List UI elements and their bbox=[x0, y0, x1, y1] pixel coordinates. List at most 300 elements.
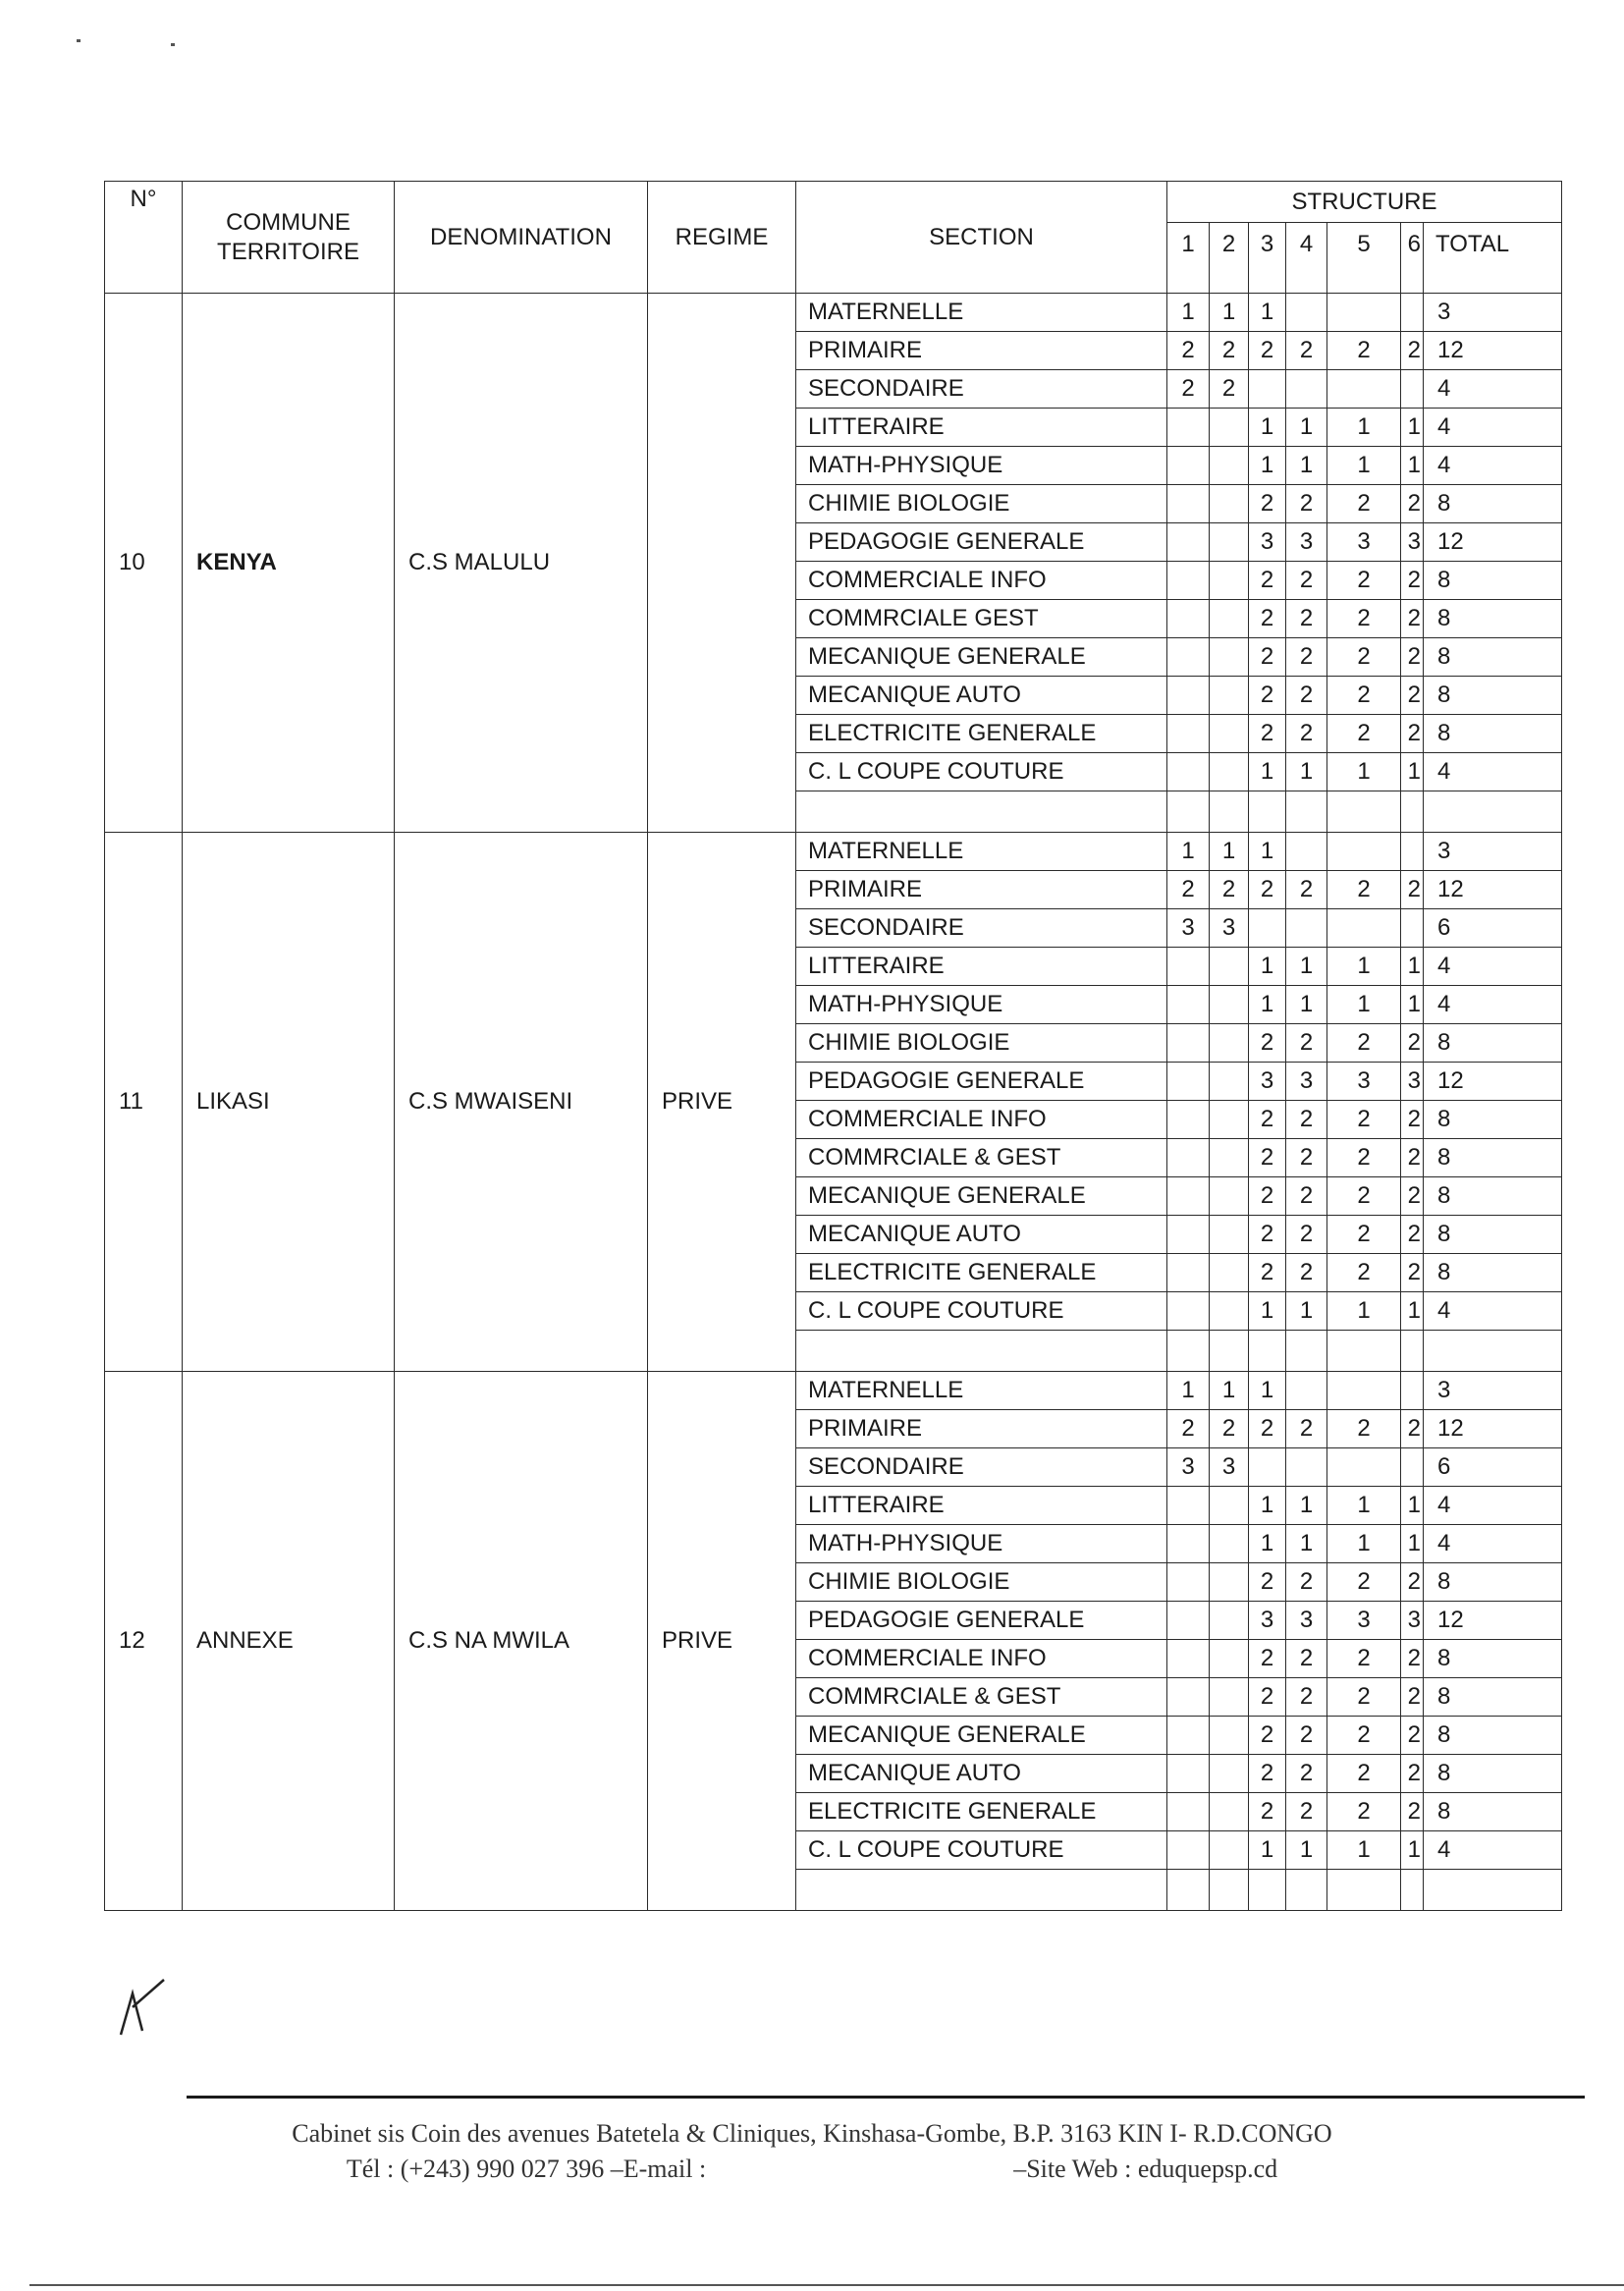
structure-cell-4 bbox=[1286, 294, 1327, 332]
structure-cell-2 bbox=[1210, 677, 1249, 715]
school-regime: PRIVE bbox=[648, 833, 796, 1372]
structure-cell-3: 1 bbox=[1249, 447, 1286, 485]
structure-cell-1 bbox=[1167, 1139, 1210, 1177]
structure-cell-2 bbox=[1210, 1793, 1249, 1831]
section-name: LITTERAIRE bbox=[796, 948, 1167, 986]
structure-cell-2 bbox=[1210, 1101, 1249, 1139]
padding-cell bbox=[796, 1331, 1167, 1372]
structure-cell-2: 2 bbox=[1210, 1410, 1249, 1448]
header-section: SECTION bbox=[796, 182, 1167, 294]
header-col-2: 2 bbox=[1210, 223, 1249, 294]
structure-cell-2 bbox=[1210, 600, 1249, 638]
structure-cell-6: 2 bbox=[1401, 638, 1424, 677]
structure-cell-5: 2 bbox=[1327, 1678, 1401, 1717]
padding-cell bbox=[1424, 791, 1562, 833]
section-name: C. L COUPE COUTURE bbox=[796, 753, 1167, 791]
structure-cell-2 bbox=[1210, 485, 1249, 523]
structure-total: 8 bbox=[1424, 1101, 1562, 1139]
structure-cell-4 bbox=[1286, 833, 1327, 871]
structure-cell-3: 2 bbox=[1249, 1177, 1286, 1216]
structure-cell-4: 2 bbox=[1286, 1678, 1327, 1717]
scan-speck bbox=[77, 39, 81, 42]
structure-total: 3 bbox=[1424, 833, 1562, 871]
structure-cell-5: 1 bbox=[1327, 948, 1401, 986]
structure-cell-4 bbox=[1286, 909, 1327, 948]
structure-total: 12 bbox=[1424, 1410, 1562, 1448]
structure-cell-5 bbox=[1327, 833, 1401, 871]
structure-cell-5: 2 bbox=[1327, 677, 1401, 715]
structure-cell-6: 2 bbox=[1401, 1563, 1424, 1602]
padding-cell bbox=[1327, 791, 1401, 833]
section-name: ELECTRICITE GENERALE bbox=[796, 715, 1167, 753]
table-body bbox=[105, 294, 1562, 1911]
structure-cell-4 bbox=[1286, 1448, 1327, 1487]
structure-cell-4: 2 bbox=[1286, 1563, 1327, 1602]
structure-cell-4: 2 bbox=[1286, 638, 1327, 677]
structure-cell-1 bbox=[1167, 1678, 1210, 1717]
structure-cell-5: 2 bbox=[1327, 1755, 1401, 1793]
structure-cell-3: 2 bbox=[1249, 715, 1286, 753]
structure-cell-4: 3 bbox=[1286, 1063, 1327, 1101]
structure-total: 8 bbox=[1424, 1717, 1562, 1755]
header-col-total: TOTAL bbox=[1424, 223, 1562, 294]
structure-cell-3: 2 bbox=[1249, 1216, 1286, 1254]
structure-cell-5: 1 bbox=[1327, 753, 1401, 791]
structure-cell-4: 2 bbox=[1286, 1755, 1327, 1793]
structure-cell-2 bbox=[1210, 1563, 1249, 1602]
structure-cell-2 bbox=[1210, 447, 1249, 485]
school-denomination: C.S NA MWILA bbox=[395, 1372, 648, 1911]
structure-total: 8 bbox=[1424, 485, 1562, 523]
padding-cell bbox=[1167, 791, 1210, 833]
structure-cell-4: 2 bbox=[1286, 485, 1327, 523]
structure-cell-6: 2 bbox=[1401, 871, 1424, 909]
structure-total: 12 bbox=[1424, 1063, 1562, 1101]
structure-total: 8 bbox=[1424, 1678, 1562, 1717]
structure-cell-3: 1 bbox=[1249, 294, 1286, 332]
structure-cell-4: 2 bbox=[1286, 1216, 1327, 1254]
structure-cell-1: 3 bbox=[1167, 909, 1210, 948]
structure-cell-1 bbox=[1167, 1024, 1210, 1063]
structure-cell-2 bbox=[1210, 523, 1249, 562]
structure-cell-4: 2 bbox=[1286, 1101, 1327, 1139]
structure-cell-5: 2 bbox=[1327, 1717, 1401, 1755]
structure-cell-3: 2 bbox=[1249, 677, 1286, 715]
section-name: C. L COUPE COUTURE bbox=[796, 1292, 1167, 1331]
structure-cell-1 bbox=[1167, 1487, 1210, 1525]
structure-cell-5: 3 bbox=[1327, 1602, 1401, 1640]
structure-cell-1: 2 bbox=[1167, 871, 1210, 909]
padding-cell bbox=[1424, 1331, 1562, 1372]
section-name: MECANIQUE AUTO bbox=[796, 1755, 1167, 1793]
structure-cell-5: 3 bbox=[1327, 523, 1401, 562]
structure-cell-2: 2 bbox=[1210, 370, 1249, 409]
structure-cell-1 bbox=[1167, 523, 1210, 562]
structure-cell-1 bbox=[1167, 753, 1210, 791]
school-structure-table bbox=[104, 181, 1562, 1911]
section-name: MECANIQUE GENERALE bbox=[796, 638, 1167, 677]
footer-website: –Site Web : eduquepsp.cd bbox=[1013, 2155, 1278, 2183]
structure-cell-3: 2 bbox=[1249, 1563, 1286, 1602]
structure-cell-4: 1 bbox=[1286, 1292, 1327, 1331]
table-row bbox=[105, 833, 1562, 871]
structure-cell-2 bbox=[1210, 1525, 1249, 1563]
structure-cell-3: 2 bbox=[1249, 1717, 1286, 1755]
structure-cell-3: 2 bbox=[1249, 1410, 1286, 1448]
structure-cell-1: 2 bbox=[1167, 1410, 1210, 1448]
structure-cell-6 bbox=[1401, 370, 1424, 409]
structure-cell-3: 2 bbox=[1249, 485, 1286, 523]
structure-cell-1 bbox=[1167, 1063, 1210, 1101]
structure-total: 4 bbox=[1424, 409, 1562, 447]
structure-total: 8 bbox=[1424, 600, 1562, 638]
school-denomination: C.S MALULU bbox=[395, 294, 648, 833]
footer-contact bbox=[0, 2155, 1624, 2184]
section-name: PRIMAIRE bbox=[796, 332, 1167, 370]
structure-cell-5: 2 bbox=[1327, 1410, 1401, 1448]
school-commune: KENYA bbox=[183, 294, 395, 833]
structure-cell-6: 1 bbox=[1401, 447, 1424, 485]
structure-cell-3: 1 bbox=[1249, 753, 1286, 791]
structure-cell-2 bbox=[1210, 715, 1249, 753]
structure-total: 6 bbox=[1424, 909, 1562, 948]
structure-total: 8 bbox=[1424, 1024, 1562, 1063]
structure-cell-5: 3 bbox=[1327, 1063, 1401, 1101]
structure-cell-4: 1 bbox=[1286, 1831, 1327, 1870]
structure-cell-4: 2 bbox=[1286, 1640, 1327, 1678]
structure-cell-3: 1 bbox=[1249, 1487, 1286, 1525]
structure-cell-2 bbox=[1210, 1177, 1249, 1216]
structure-cell-3: 2 bbox=[1249, 1254, 1286, 1292]
structure-cell-6: 1 bbox=[1401, 986, 1424, 1024]
structure-cell-4: 2 bbox=[1286, 1717, 1327, 1755]
structure-total: 8 bbox=[1424, 1216, 1562, 1254]
structure-cell-2: 3 bbox=[1210, 909, 1249, 948]
structure-cell-5: 2 bbox=[1327, 1177, 1401, 1216]
structure-cell-5: 2 bbox=[1327, 1139, 1401, 1177]
school-number: 12 bbox=[105, 1372, 183, 1911]
structure-cell-3 bbox=[1249, 370, 1286, 409]
structure-cell-6: 2 bbox=[1401, 1177, 1424, 1216]
school-number: 10 bbox=[105, 294, 183, 833]
structure-cell-6: 1 bbox=[1401, 1487, 1424, 1525]
structure-cell-4: 3 bbox=[1286, 1602, 1327, 1640]
structure-cell-5: 1 bbox=[1327, 447, 1401, 485]
structure-cell-6: 2 bbox=[1401, 1101, 1424, 1139]
section-name: MATERNELLE bbox=[796, 294, 1167, 332]
structure-cell-5: 2 bbox=[1327, 562, 1401, 600]
padding-cell bbox=[796, 1870, 1167, 1911]
structure-cell-3: 2 bbox=[1249, 871, 1286, 909]
structure-cell-5 bbox=[1327, 294, 1401, 332]
structure-cell-6 bbox=[1401, 833, 1424, 871]
structure-total: 8 bbox=[1424, 1254, 1562, 1292]
header-col-5: 5 bbox=[1327, 223, 1401, 294]
structure-cell-4: 2 bbox=[1286, 1024, 1327, 1063]
section-name: C. L COUPE COUTURE bbox=[796, 1831, 1167, 1870]
structure-cell-5: 1 bbox=[1327, 1292, 1401, 1331]
structure-cell-6: 1 bbox=[1401, 1525, 1424, 1563]
structure-cell-1 bbox=[1167, 1292, 1210, 1331]
padding-cell bbox=[1210, 791, 1249, 833]
structure-cell-5: 2 bbox=[1327, 1793, 1401, 1831]
structure-cell-4: 1 bbox=[1286, 753, 1327, 791]
structure-total: 8 bbox=[1424, 715, 1562, 753]
structure-cell-3: 1 bbox=[1249, 1525, 1286, 1563]
structure-cell-3: 1 bbox=[1249, 986, 1286, 1024]
structure-cell-5: 2 bbox=[1327, 332, 1401, 370]
structure-cell-4: 1 bbox=[1286, 986, 1327, 1024]
footer-rule bbox=[187, 2096, 1585, 2099]
structure-cell-3: 1 bbox=[1249, 833, 1286, 871]
structure-cell-2 bbox=[1210, 948, 1249, 986]
structure-cell-2: 1 bbox=[1210, 1372, 1249, 1410]
header-num: N° bbox=[105, 182, 183, 294]
structure-cell-3: 2 bbox=[1249, 332, 1286, 370]
structure-cell-6: 2 bbox=[1401, 1793, 1424, 1831]
structure-cell-6: 2 bbox=[1401, 677, 1424, 715]
structure-cell-3: 3 bbox=[1249, 1602, 1286, 1640]
structure-cell-4: 2 bbox=[1286, 871, 1327, 909]
structure-cell-2 bbox=[1210, 1024, 1249, 1063]
structure-cell-5: 2 bbox=[1327, 638, 1401, 677]
structure-cell-6: 1 bbox=[1401, 948, 1424, 986]
structure-cell-3: 2 bbox=[1249, 638, 1286, 677]
structure-cell-2 bbox=[1210, 986, 1249, 1024]
structure-cell-6 bbox=[1401, 909, 1424, 948]
structure-cell-1 bbox=[1167, 1563, 1210, 1602]
section-name: SECONDAIRE bbox=[796, 909, 1167, 948]
footer-phone-email: Tél : (+243) 990 027 396 –E-mail : bbox=[346, 2155, 707, 2183]
structure-cell-6: 2 bbox=[1401, 1139, 1424, 1177]
structure-cell-2 bbox=[1210, 562, 1249, 600]
structure-cell-1 bbox=[1167, 1640, 1210, 1678]
structure-cell-2: 3 bbox=[1210, 1448, 1249, 1487]
structure-cell-2 bbox=[1210, 1254, 1249, 1292]
section-name: MATH-PHYSIQUE bbox=[796, 1525, 1167, 1563]
structure-cell-5 bbox=[1327, 370, 1401, 409]
section-name: CHIMIE BIOLOGIE bbox=[796, 485, 1167, 523]
structure-cell-6: 2 bbox=[1401, 332, 1424, 370]
structure-cell-1 bbox=[1167, 447, 1210, 485]
padding-cell bbox=[796, 791, 1167, 833]
structure-cell-2 bbox=[1210, 1487, 1249, 1525]
structure-cell-5: 1 bbox=[1327, 1487, 1401, 1525]
structure-total: 8 bbox=[1424, 1793, 1562, 1831]
structure-cell-6: 2 bbox=[1401, 1254, 1424, 1292]
structure-cell-4: 2 bbox=[1286, 1410, 1327, 1448]
section-name: COMMRCIALE GEST bbox=[796, 600, 1167, 638]
structure-cell-2 bbox=[1210, 1640, 1249, 1678]
structure-cell-3: 1 bbox=[1249, 948, 1286, 986]
structure-cell-6: 2 bbox=[1401, 1640, 1424, 1678]
padding-cell bbox=[1167, 1331, 1210, 1372]
padding-cell bbox=[1249, 1331, 1286, 1372]
structure-total: 8 bbox=[1424, 562, 1562, 600]
structure-cell-4: 2 bbox=[1286, 1254, 1327, 1292]
structure-cell-6 bbox=[1401, 1372, 1424, 1410]
section-name: PEDAGOGIE GENERALE bbox=[796, 1602, 1167, 1640]
structure-cell-6 bbox=[1401, 294, 1424, 332]
header-col-1: 1 bbox=[1167, 223, 1210, 294]
padding-cell bbox=[1210, 1331, 1249, 1372]
padding-cell bbox=[1401, 1331, 1424, 1372]
structure-total: 12 bbox=[1424, 871, 1562, 909]
header-regime: REGIME bbox=[648, 182, 796, 294]
structure-cell-3 bbox=[1249, 909, 1286, 948]
structure-cell-1 bbox=[1167, 948, 1210, 986]
structure-cell-5: 2 bbox=[1327, 485, 1401, 523]
structure-cell-4 bbox=[1286, 370, 1327, 409]
padding-cell bbox=[1286, 1870, 1327, 1911]
structure-cell-2 bbox=[1210, 1831, 1249, 1870]
section-name: COMMERCIALE INFO bbox=[796, 562, 1167, 600]
section-name: MATH-PHYSIQUE bbox=[796, 986, 1167, 1024]
padding-cell bbox=[1210, 1870, 1249, 1911]
structure-cell-5: 2 bbox=[1327, 871, 1401, 909]
structure-cell-2 bbox=[1210, 1139, 1249, 1177]
structure-total: 3 bbox=[1424, 294, 1562, 332]
padding-cell bbox=[1401, 1870, 1424, 1911]
padding-cell bbox=[1424, 1870, 1562, 1911]
section-name: COMMRCIALE & GEST bbox=[796, 1139, 1167, 1177]
footer-address: Cabinet sis Coin des avenues Batetela & Cliniques, Kinshasa-Gombe, B.P. 3163 KIN I- R.D.CONGO bbox=[292, 2119, 1332, 2148]
structure-cell-5: 2 bbox=[1327, 1640, 1401, 1678]
structure-cell-4: 1 bbox=[1286, 1525, 1327, 1563]
structure-cell-6: 3 bbox=[1401, 1602, 1424, 1640]
structure-cell-1 bbox=[1167, 1831, 1210, 1870]
structure-cell-4: 1 bbox=[1286, 447, 1327, 485]
structure-cell-3: 3 bbox=[1249, 1063, 1286, 1101]
section-name: CHIMIE BIOLOGIE bbox=[796, 1563, 1167, 1602]
bottom-rule bbox=[29, 2284, 1624, 2286]
structure-total: 4 bbox=[1424, 948, 1562, 986]
section-name: LITTERAIRE bbox=[796, 1487, 1167, 1525]
structure-cell-1 bbox=[1167, 1216, 1210, 1254]
structure-cell-6 bbox=[1401, 1448, 1424, 1487]
structure-cell-6: 2 bbox=[1401, 715, 1424, 753]
structure-cell-6: 3 bbox=[1401, 1063, 1424, 1101]
structure-cell-1: 2 bbox=[1167, 370, 1210, 409]
school-number: 11 bbox=[105, 833, 183, 1372]
structure-cell-5: 2 bbox=[1327, 1101, 1401, 1139]
structure-cell-1 bbox=[1167, 677, 1210, 715]
structure-total: 8 bbox=[1424, 638, 1562, 677]
structure-cell-1: 2 bbox=[1167, 332, 1210, 370]
structure-cell-5: 2 bbox=[1327, 600, 1401, 638]
padding-cell bbox=[1327, 1870, 1401, 1911]
structure-cell-1 bbox=[1167, 1717, 1210, 1755]
table-row bbox=[105, 1372, 1562, 1410]
structure-cell-2: 2 bbox=[1210, 332, 1249, 370]
structure-cell-3: 1 bbox=[1249, 409, 1286, 447]
section-name: MATERNELLE bbox=[796, 1372, 1167, 1410]
structure-cell-2: 1 bbox=[1210, 294, 1249, 332]
structure-cell-6: 1 bbox=[1401, 753, 1424, 791]
structure-cell-3: 2 bbox=[1249, 562, 1286, 600]
structure-cell-2 bbox=[1210, 1755, 1249, 1793]
structure-total: 8 bbox=[1424, 1755, 1562, 1793]
section-name: MECANIQUE AUTO bbox=[796, 1216, 1167, 1254]
section-name: COMMERCIALE INFO bbox=[796, 1101, 1167, 1139]
padding-cell bbox=[1249, 1870, 1286, 1911]
structure-cell-6: 2 bbox=[1401, 1717, 1424, 1755]
structure-cell-5: 1 bbox=[1327, 1525, 1401, 1563]
structure-cell-1 bbox=[1167, 409, 1210, 447]
structure-cell-4: 2 bbox=[1286, 1177, 1327, 1216]
structure-cell-6: 2 bbox=[1401, 1678, 1424, 1717]
structure-total: 8 bbox=[1424, 1640, 1562, 1678]
structure-cell-4: 2 bbox=[1286, 677, 1327, 715]
structure-cell-4: 2 bbox=[1286, 332, 1327, 370]
structure-cell-3: 1 bbox=[1249, 1831, 1286, 1870]
school-regime bbox=[648, 294, 796, 833]
structure-cell-5: 2 bbox=[1327, 715, 1401, 753]
structure-total: 6 bbox=[1424, 1448, 1562, 1487]
structure-cell-2 bbox=[1210, 1717, 1249, 1755]
structure-cell-5: 2 bbox=[1327, 1216, 1401, 1254]
structure-cell-5: 2 bbox=[1327, 1024, 1401, 1063]
structure-cell-2 bbox=[1210, 409, 1249, 447]
structure-cell-1 bbox=[1167, 1101, 1210, 1139]
structure-cell-1 bbox=[1167, 1602, 1210, 1640]
structure-cell-5 bbox=[1327, 909, 1401, 948]
structure-cell-1: 1 bbox=[1167, 833, 1210, 871]
structure-cell-3: 3 bbox=[1249, 523, 1286, 562]
structure-total: 8 bbox=[1424, 1177, 1562, 1216]
structure-cell-3: 2 bbox=[1249, 600, 1286, 638]
structure-cell-5 bbox=[1327, 1372, 1401, 1410]
structure-cell-6: 2 bbox=[1401, 1216, 1424, 1254]
section-name: MATERNELLE bbox=[796, 833, 1167, 871]
structure-total: 4 bbox=[1424, 1487, 1562, 1525]
structure-cell-4: 1 bbox=[1286, 409, 1327, 447]
school-commune: ANNEXE bbox=[183, 1372, 395, 1911]
section-name: LITTERAIRE bbox=[796, 409, 1167, 447]
padding-cell bbox=[1167, 1870, 1210, 1911]
structure-total: 4 bbox=[1424, 1525, 1562, 1563]
header-col-4: 4 bbox=[1286, 223, 1327, 294]
structure-cell-4: 3 bbox=[1286, 523, 1327, 562]
structure-cell-6: 2 bbox=[1401, 1024, 1424, 1063]
structure-cell-2: 2 bbox=[1210, 871, 1249, 909]
structure-cell-2: 1 bbox=[1210, 833, 1249, 871]
structure-cell-4: 2 bbox=[1286, 1139, 1327, 1177]
structure-cell-6: 1 bbox=[1401, 409, 1424, 447]
structure-total: 4 bbox=[1424, 753, 1562, 791]
structure-cell-6: 1 bbox=[1401, 1292, 1424, 1331]
structure-cell-4: 2 bbox=[1286, 1793, 1327, 1831]
structure-cell-1 bbox=[1167, 562, 1210, 600]
padding-cell bbox=[1286, 791, 1327, 833]
structure-cell-2 bbox=[1210, 1292, 1249, 1331]
section-name: SECONDAIRE bbox=[796, 1448, 1167, 1487]
structure-cell-6: 1 bbox=[1401, 1831, 1424, 1870]
structure-total: 8 bbox=[1424, 1563, 1562, 1602]
structure-cell-4: 1 bbox=[1286, 1487, 1327, 1525]
header-commune-label: COMMUNE TERRITOIRE bbox=[217, 208, 359, 265]
structure-cell-2 bbox=[1210, 1063, 1249, 1101]
padding-cell bbox=[1401, 791, 1424, 833]
structure-total: 12 bbox=[1424, 523, 1562, 562]
section-name: MECANIQUE GENERALE bbox=[796, 1717, 1167, 1755]
structure-total: 4 bbox=[1424, 1292, 1562, 1331]
section-name: MECANIQUE AUTO bbox=[796, 677, 1167, 715]
structure-cell-2 bbox=[1210, 753, 1249, 791]
school-denomination: C.S MWAISENI bbox=[395, 833, 648, 1372]
structure-cell-5: 1 bbox=[1327, 409, 1401, 447]
structure-cell-3: 2 bbox=[1249, 1678, 1286, 1717]
